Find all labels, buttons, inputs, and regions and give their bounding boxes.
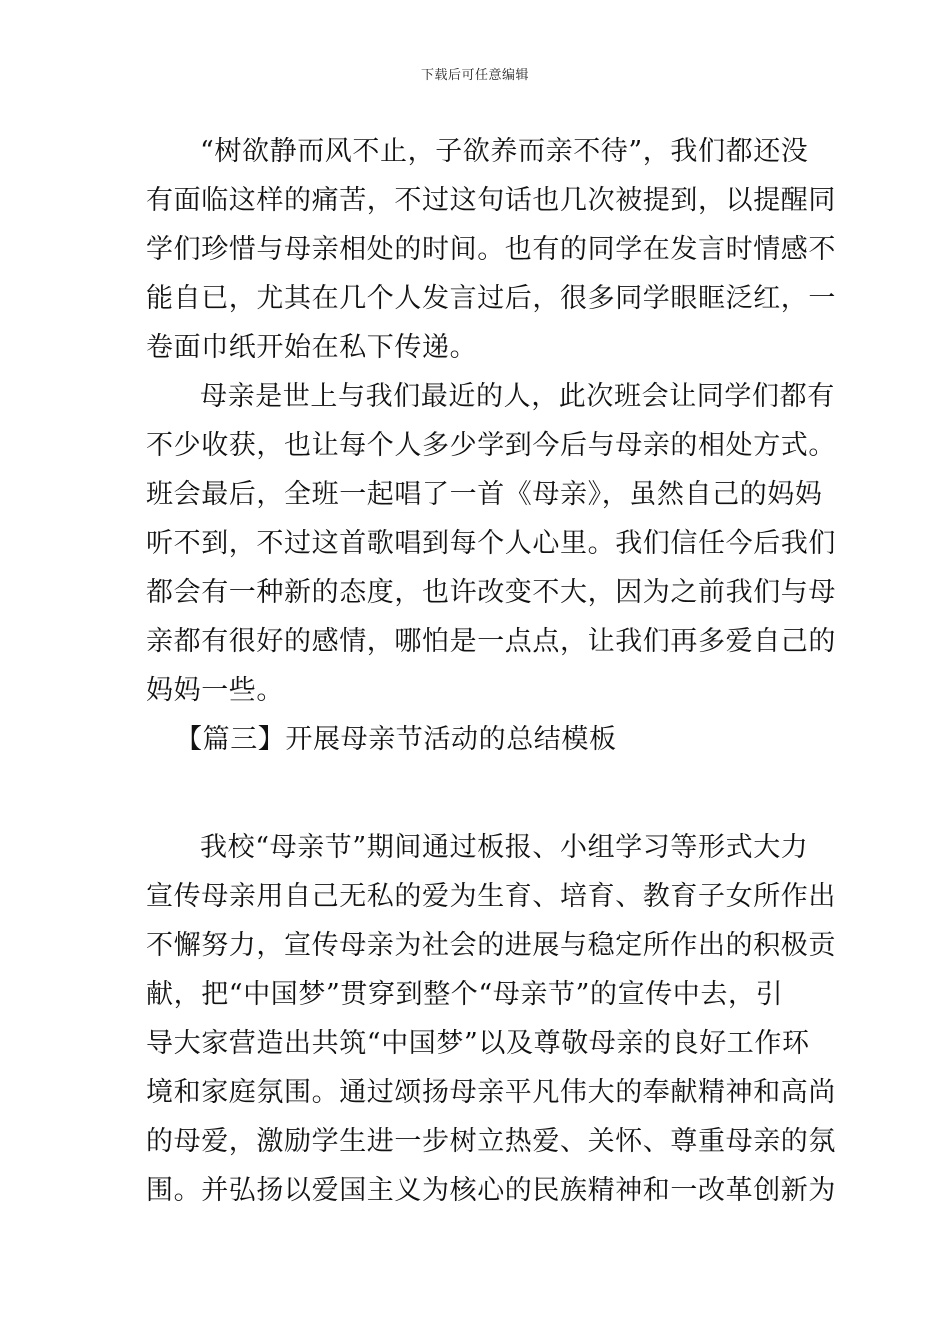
- paragraph-3-line-6: 境和家庭氛围。通过颂扬母亲平凡伟大的奉献精神和高尚: [146, 1077, 836, 1108]
- paragraph-1-line-2: 有面临这样的痛苦，不过这句话也几次被提到，以提醒同: [146, 185, 836, 216]
- paragraph-2-line-3: 班会最后，全班一起唱了一首《母亲》，虽然自己的妈妈: [146, 479, 823, 510]
- paragraph-3-line-2: 宣传母亲用自己无私的爱为生育、培育、教育子女所作出: [146, 881, 836, 912]
- section-heading: 【篇三】开展母亲节活动的总结模板: [175, 724, 617, 755]
- paragraph-2-line-6: 亲都有很好的感情，哪怕是一点点，让我们再多爱自己的: [146, 626, 836, 657]
- paragraph-1-line-4: 能自已，尤其在几个人发言过后，很多同学眼眶泛红，一: [146, 283, 836, 314]
- paragraph-2-line-5: 都会有一种新的态度，也许改变不大，因为之前我们与母: [146, 577, 836, 608]
- paragraph-2-line-1: 母亲是世上与我们最近的人，此次班会让同学们都有: [200, 381, 835, 412]
- paragraph-3-line-7: 的母爱，激励学生进一步树立热爱、关怀、尊重母亲的氛: [146, 1126, 836, 1157]
- paragraph-2-line-2: 不少收获，也让每个人多少学到今后与母亲的相处方式。: [146, 430, 836, 461]
- paragraph-3-line-8: 围。并弘扬以爱国主义为核心的民族精神和一改革创新为: [146, 1175, 836, 1206]
- paragraph-2-line-4: 听不到，不过这首歌唱到每个人心里。我们信任今后我们: [146, 528, 836, 559]
- paragraph-1-line-3: 学们珍惜与母亲相处的时间。也有的同学在发言时情感不: [146, 234, 836, 265]
- paragraph-3-line-4: 献，把“中国梦”贯穿到整个“母亲节”的宣传中去，引: [146, 979, 784, 1010]
- paragraph-2-line-7: 妈妈一些。: [146, 675, 284, 706]
- paragraph-1-line-5: 卷面巾纸开始在私下传递。: [146, 332, 478, 363]
- paragraph-3-line-1: 我校“母亲节”期间通过板报、小组学习等形式大力: [200, 832, 809, 863]
- paragraph-1-line-1: “树欲静而风不止，子欲养而亲不待”，我们都还没: [200, 136, 809, 167]
- page-header: 下载后可任意编辑: [420, 68, 529, 83]
- paragraph-3-line-3: 不懈努力，宣传母亲为社会的进展与稳定所作出的积极贡: [146, 930, 836, 961]
- paragraph-3-line-5: 导大家营造出共筑“中国梦”以及尊敬母亲的良好工作环: [146, 1028, 810, 1059]
